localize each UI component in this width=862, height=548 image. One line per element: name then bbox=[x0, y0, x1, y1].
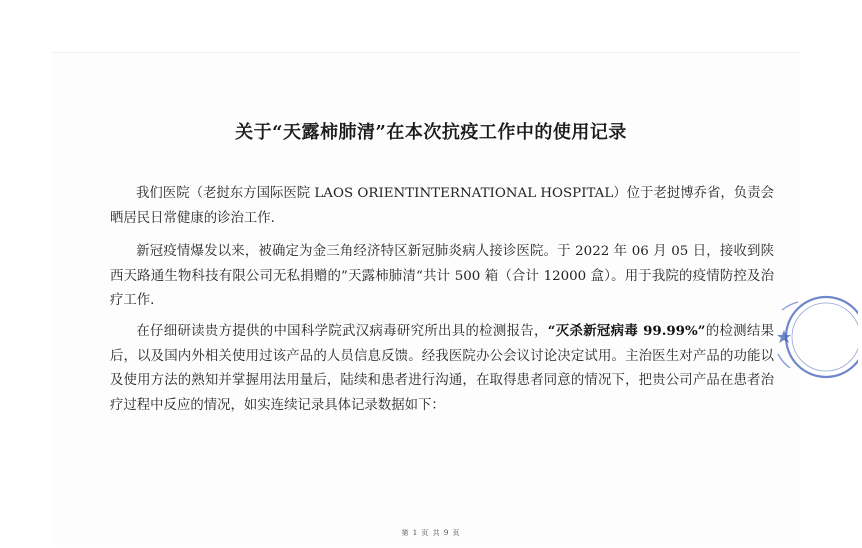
seal-outer-ring bbox=[786, 297, 858, 377]
paragraph-text-before: 在仔细研读贵方提供的中国科学院武汉病毒研究所出具的检测报告， bbox=[136, 324, 548, 339]
seal-arc-mark bbox=[782, 302, 798, 310]
seal-inner-ring bbox=[792, 303, 858, 371]
paragraph-text: 我们医院（老挝东方国际医院 LAOS ORIENTINTERNATIONAL HOSPITAL）位于老挝博乔省，负责会晒居民日常健康的诊治工作. bbox=[110, 186, 774, 226]
paragraph-hospital-intro bbox=[110, 182, 774, 231]
emphasized-claim: “灭杀新冠病毒 99.99%” bbox=[547, 323, 706, 339]
paragraph-text: 新冠疫情爆发以来，被确定为金三角经济特区新冠肺炎病人接诊医院。于 2022 年 06 月 05 日，接收到陕西天路通生物科技有限公司无私捐赠的”天露柿肺清“共计 500 箱（合计 12000 盒）。用于我院的疫情防控及治疗工作. bbox=[110, 244, 774, 309]
paragraph-text-after: 的检测结果后，以及国内外相关使用过该产品的人员信息反馈。经我医院办公会议讨论决定试用。主治医生对产品的功能以及使用方法的熟知并掌握用法用量后，陆续和患者进行沟通，在取得患者同意的情况下，把贵公司产品在患者治疗过程中反应的情况，如实连续记录具体记录数据如下： bbox=[110, 324, 774, 413]
document-title: 关于“天露柿肺清”在本次抗疫工作中的使用记录 bbox=[235, 122, 627, 143]
seal-star-icon bbox=[777, 330, 791, 343]
page-number-footer: 第 1 页 共 9 页 bbox=[401, 529, 461, 537]
paragraph-donation bbox=[110, 240, 774, 314]
official-seal-icon bbox=[768, 292, 858, 382]
seal-arc-mark bbox=[778, 354, 790, 368]
paragraph-trial-record bbox=[110, 319, 774, 418]
